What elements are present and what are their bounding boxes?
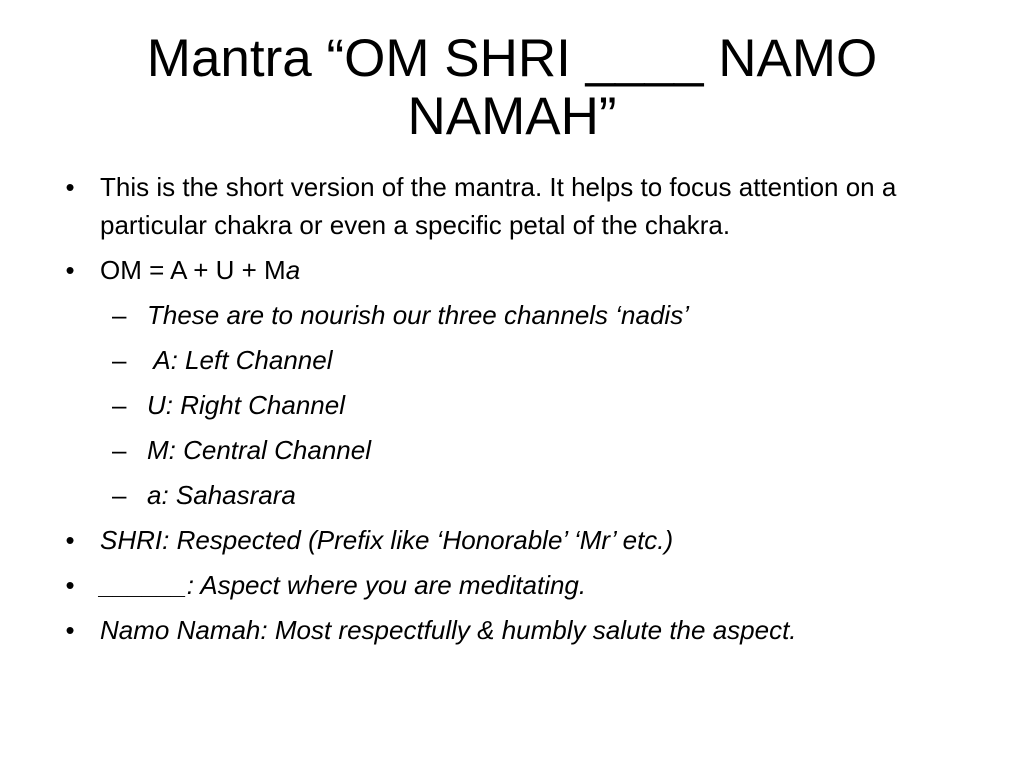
dash-icon: –	[112, 345, 127, 375]
slide-body	[60, 168, 980, 656]
sub-item-text: A: Left Channel	[147, 345, 333, 375]
bullet-item	[60, 521, 980, 559]
bullet-item	[60, 251, 980, 289]
sub-item-text: These are to nourish our three channels ‘nadis’	[147, 300, 689, 330]
slide-title: Mantra “OM SHRI ____ NAMO NAMAH”	[146, 29, 878, 146]
dash-icon: –	[112, 390, 127, 420]
bullet-text: This is the short version of the mantra. It helps to focus attention on a particular chakra or even a specific petal of the chakra.	[100, 172, 897, 240]
sub-item	[60, 476, 980, 514]
bullet-item	[60, 168, 980, 244]
bullet-item	[60, 611, 980, 649]
bullet-icon: •	[65, 570, 75, 600]
om-formula: OM = A + U + M	[100, 255, 286, 285]
bullet-text: ______: Aspect where you are meditating.	[100, 570, 587, 600]
bullet-icon: •	[65, 525, 75, 555]
bullet-item	[60, 566, 980, 604]
dash-icon: –	[112, 480, 127, 510]
bullet-text	[100, 255, 300, 285]
sub-item-text: M: Central Channel	[147, 435, 371, 465]
sub-item	[60, 431, 980, 469]
bullet-text: Namo Namah: Most respectfully & humbly salute the aspect.	[100, 615, 797, 645]
sub-item	[60, 296, 980, 334]
bullet-icon: •	[65, 255, 75, 285]
sub-item	[60, 386, 980, 424]
om-formula-suffix: a	[285, 255, 301, 285]
sub-item-text: a: Sahasrara	[147, 480, 296, 510]
sub-item	[60, 341, 980, 379]
bullet-icon: •	[65, 615, 75, 645]
dash-icon: –	[112, 435, 127, 465]
bullet-icon: •	[65, 172, 75, 202]
bullet-text: SHRI: Respected (Prefix like ‘Honorable’ ‘Mr’ etc.)	[100, 525, 674, 555]
dash-icon: –	[112, 300, 127, 330]
sub-item-text: U: Right Channel	[147, 390, 345, 420]
